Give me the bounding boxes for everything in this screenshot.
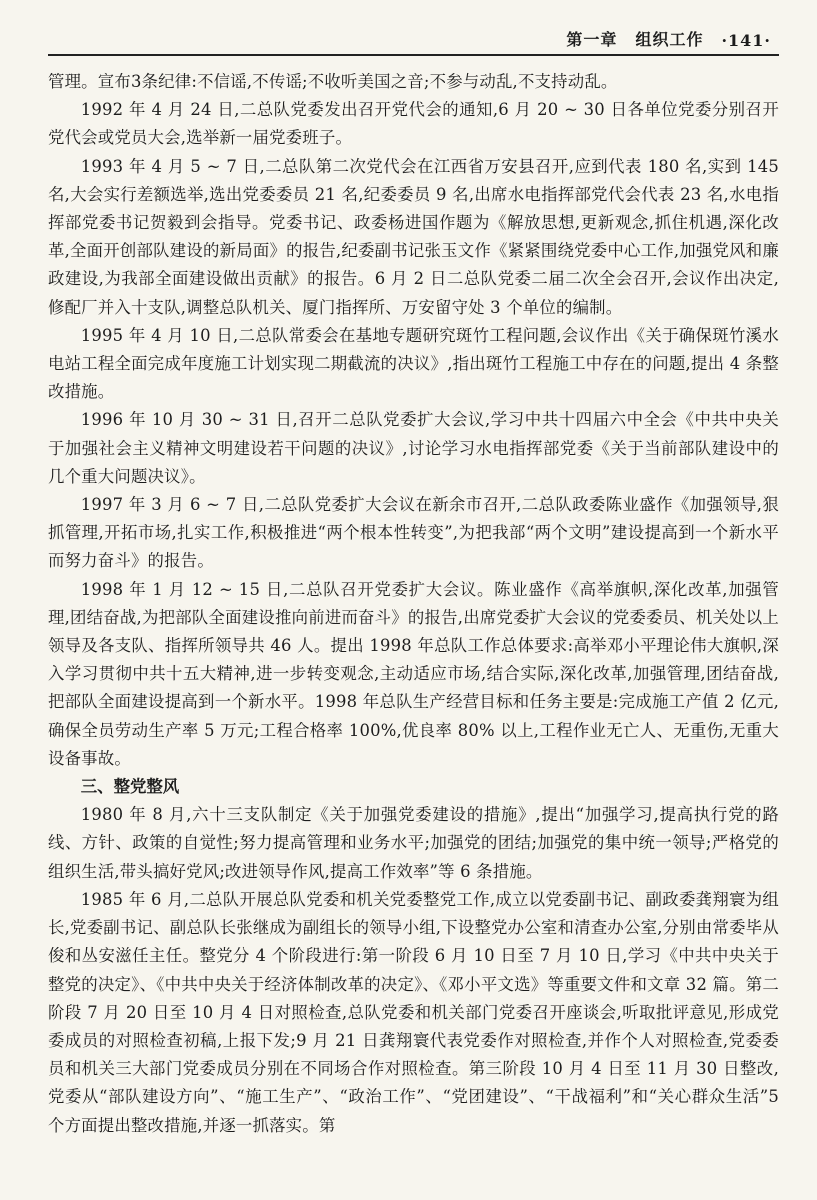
chapter-number: 第一章 (566, 30, 618, 49)
paragraph: 1980 年 8 月,六十三支队制定《关于加强党委建设的措施》,提出“加强学习,提高执行党的路线、方针、政策的自觉性;努力提高管理和业务水平;加强党的团结;加强党的集中统一领导;严格党的组织生活,带头搞好党风;改进领导作风,提高工作效率”等 6 条措施。 (48, 805, 779, 881)
paragraph: 1998 年 1 月 12 ~ 15 日,二总队召开党委扩大会议。陈业盛作《高举旗帜,深化改革,加强管理,团结奋战,为把部队全面建设推向前进而奋斗》的报告,出席党委扩大会议的党委委员、机关处以上领导及各支队、指挥所领导共 46 人。提出 1998 年总队工作总体要求:高举邓小平理论伟大旗帜,深入学习贯彻中共十五大精神,进一步转变观念,主动适应市场,结合实际,深化改革,加强管理,团结奋战,把部队全面建设提高到一个新水平。1998 年总队生产经营目标和任务主要是:完成施工产值 2 亿元,确保全员劳动生产率 5 万元;工程合格率 100%,优良率 80% 以上,工程作业无亡人、无重伤,无重大设备事故。 (48, 579, 779, 768)
running-header (48, 0, 779, 56)
chapter-title: 组织工作 (635, 30, 704, 49)
page-body (48, 56, 779, 1140)
paragraph: 1992 年 4 月 24 日,二总队党委发出召开党代会的通知,6 月 20 ~ 30 日各单位党委分别召开党代会或党员大会,选举新一届党委班子。 (48, 100, 779, 148)
paragraph: 1997 年 3 月 6 ~ 7 日,二总队党委扩大会议在新余市召开,二总队政委陈业盛作《加强领导,狠抓管理,开拓市场,扎实工作,积极推进“两个根本性转变”,为把我部“两个文明”建设提高到一个新水平而努力奋斗》的报告。 (48, 495, 779, 571)
paragraph: 管理。宣布3条纪律:不信谣,不传谣;不收听美国之音;不参与动乱,不支持动乱。 (48, 72, 618, 91)
paragraph: 1995 年 4 月 10 日,二总队常委会在基地专题研究斑竹工程问题,会议作出《关于确保斑竹溪水电站工程全面完成年度施工计划实现二期截流的决议》,指出斑竹工程施工中存在的问题,提出 4 条整改措施。 (48, 325, 779, 402)
page-number: ·141· (721, 31, 771, 50)
paragraph: 1993 年 4 月 5 ~ 7 日,二总队第二次党代会在江西省万安县召开,应到代表 180 名,实到 145 名,大会实行差额选举,选出党委委员 21 名,纪委委员 9 名,出席水电指挥部党代会代表 23 名,水电指挥部党委书记贺毅到会指导。党委书记、政委杨进国作题为《解放思想,更新观念,抓住机遇,深化改革,全面开创部队建设的新局面》的报告,纪委副书记张玉文作《紧紧围绕党委中心工作,加强党风和廉政建设,为我部全面建设做出贡献》的报告。6 月 2 日二总队党委二届二次全会召开,会议作出决定,修配厂并入十支队,调整总队机关、厦门指挥所、万安留守处 3 个单位的编制。 (48, 156, 779, 317)
paragraph: 1985 年 6 月,二总队开展总队党委和机关党委整党工作,成立以党委副书记、副政委龚翔寰为组长,党委副书记、副总队长张继成为副组长的领导小组,下设整党办公室和清查办公室,分别由常委毕从俊和丛安滋任主任。整党分 4 个阶段进行:第一阶段 6 月 10 日至 7 月 10 日,学习《中共中央关于整党的决定》、《中共中央关于经济体制改革的决定》、《邓小平文选》等重要文件和文章 32 篇。第二阶段 7 月 20 日至 10 月 4 日对照检查,总队党委和机关部门党委召开座谈会,听取批评意见,形成党委成员的对照检查初稿,上报下发;9 月 21 日龚翔寰代表党委作对照检查,并作个人对照检查,党委委员和机关三大部门党委成员分别在不同场合作对照检查。第三阶段 10 月 4 日至 11 月 30 日整改,党委从“部队建设方向”、“施工生产”、“政治工作”、“党团建设”、“干战福利”和“关心群众生活”5 个方面提出整改措施,并逐一抓落实。第 (48, 889, 779, 1135)
section-heading: 三、整党整风 (80, 777, 180, 797)
paragraph: 1996 年 10 月 30 ~ 31 日,召开二总队党委扩大会议,学习中共十四届六中全会《中共中央关于加强社会主义精神文明建设若干问题的决议》,讨论学习水电指挥部党委《关于当前部队建设中的几个重大问题决议》。 (48, 410, 779, 486)
